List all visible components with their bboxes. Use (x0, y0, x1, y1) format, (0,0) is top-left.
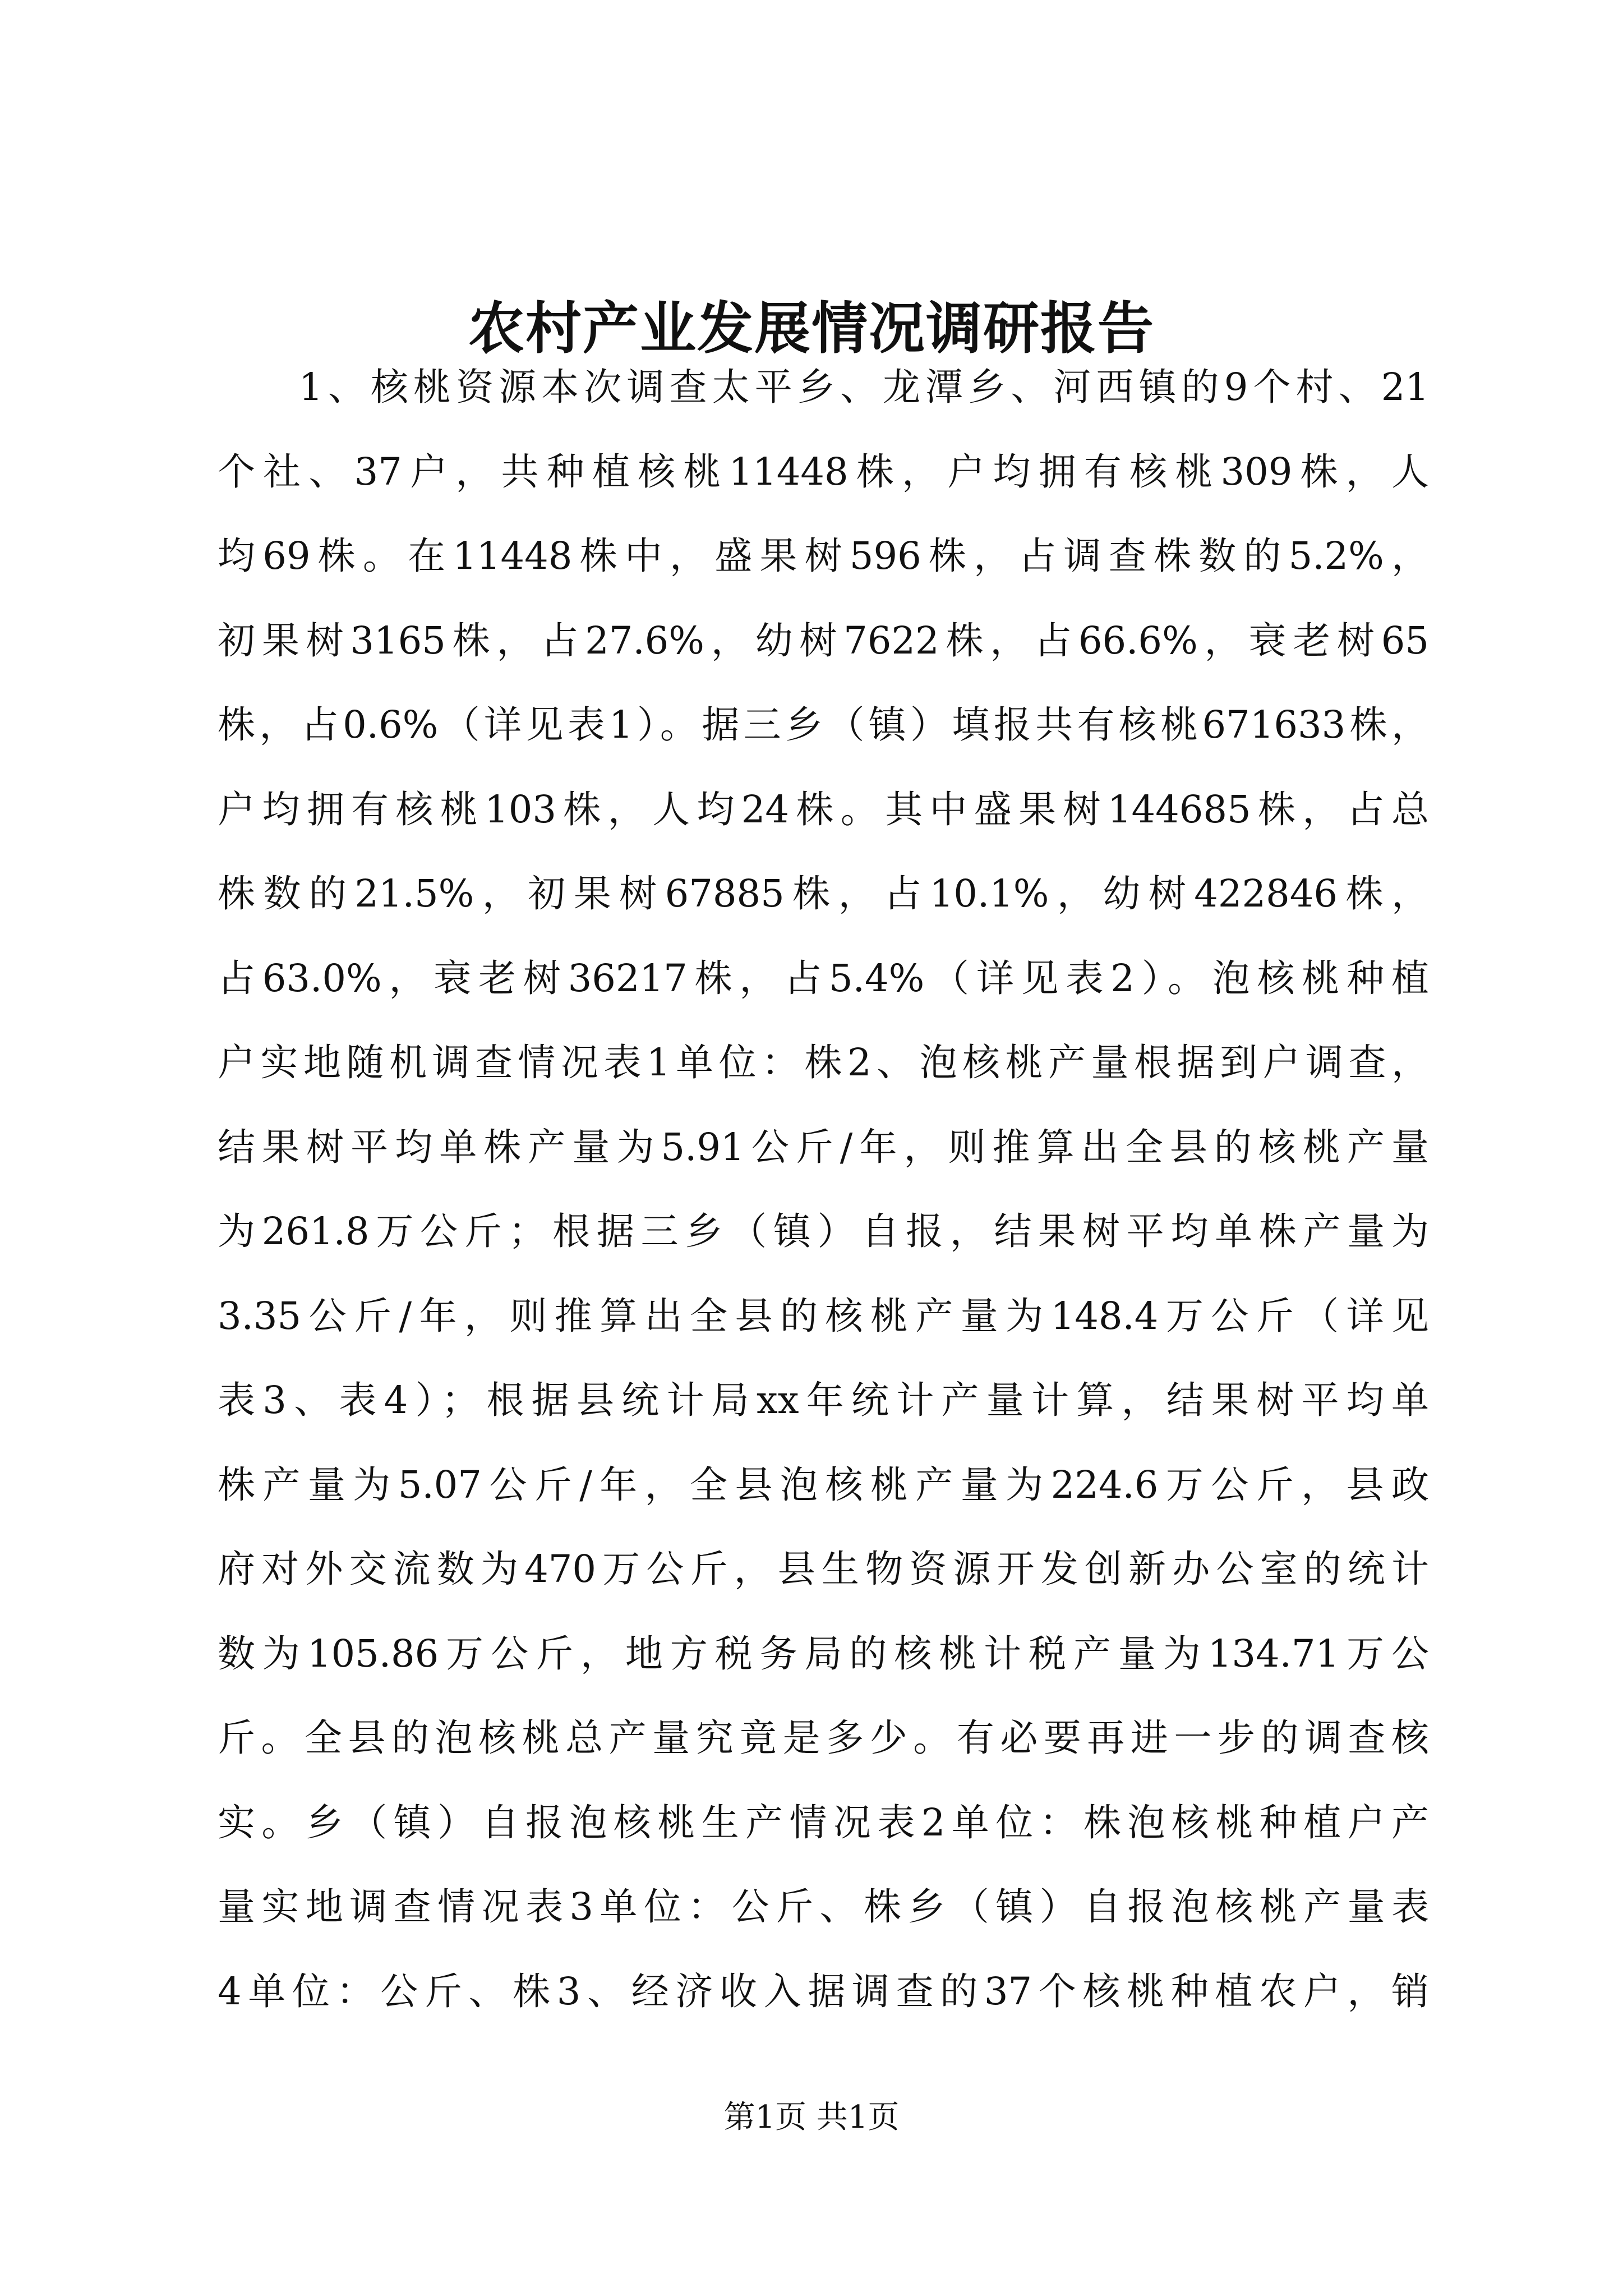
body-line: 斤。全县的泡核桃总产量究竟是多少。有必要再进一步的调查核 (218, 1716, 1429, 1760)
body-line: 实。乡（镇）自报泡核桃生产情况表2单位：株泡核桃种植户产 (218, 1800, 1429, 1844)
body-line: 结果树平均单株产量为5.91公斤/年，则推算出全县的核桃产量 (218, 1125, 1429, 1169)
body-line: 为261.8万公斤；根据三乡（镇）自报，结果树平均单株产量为 (218, 1209, 1429, 1253)
body-line: 1、核桃资源本次调查太平乡、龙潭乡、河西镇的9个村、21 (299, 365, 1429, 409)
document-body (218, 345, 1429, 2033)
body-line: 户均拥有核桃103株，人均24株。其中盛果树144685株，占总 (218, 787, 1429, 831)
body-line: 个社、37户，共种植核桃11448株，户均拥有核桃309株，人 (218, 449, 1429, 494)
body-line: 4单位：公斤、株3、经济收入据调查的37个核桃种植农户，销 (218, 1969, 1429, 2013)
body-line: 初果树3165株，占27.6%，幼树7622株，占66.6%，衰老树65 (218, 618, 1429, 662)
page-footer: 第1页 共1页 (723, 2099, 900, 2136)
body-line: 株，占0.6%（详见表1）。据三乡（镇）填报共有核桃671633株， (218, 703, 1429, 747)
body-line: 府对外交流数为470万公斤，县生物资源开发创新办公室的统计 (218, 1547, 1429, 1591)
body-line: 户实地随机调查情况表1单位：株2、泡核桃产量根据到户调查， (218, 1041, 1429, 1084)
body-line: 3.35公斤/年，则推算出全县的核桃产量为148.4万公斤（详见 (218, 1294, 1429, 1338)
body-line: 株数的21.5%，初果树67885株，占10.1%，幼树422846株， (218, 872, 1429, 915)
body-line: 占63.0%，衰老树36217株，占5.4%（详见表2）。泡核桃种植 (218, 956, 1429, 1000)
document-title: 农村产业发展情况调研报告 (468, 295, 1155, 361)
body-line: 数为105.86万公斤，地方税务局的核桃计税产量为134.71万公 (218, 1631, 1429, 1676)
body-line: 均69株。在11448株中，盛果树596株，占调查株数的5.2%， (218, 534, 1429, 578)
body-line: 量实地调查情况表3单位：公斤、株乡（镇）自报泡核桃产量表 (218, 1885, 1429, 1929)
body-line: 株产量为5.07公斤/年，全县泡核桃产量为224.6万公斤，县政 (218, 1462, 1429, 1507)
body-line: 表3、表4）；根据县统计局xx年统计产量计算，结果树平均单 (218, 1378, 1429, 1422)
